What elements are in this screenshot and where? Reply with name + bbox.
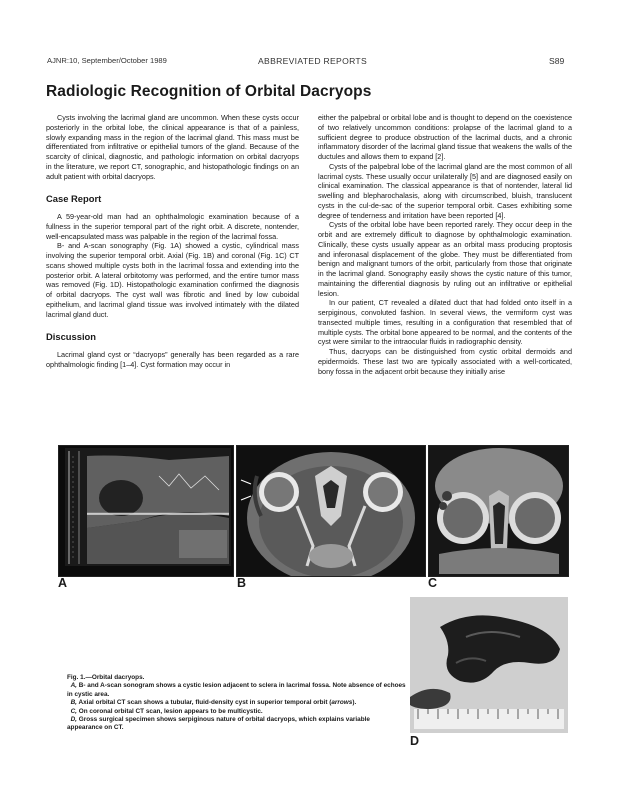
caption-c [67,708,407,716]
sonogram-image [58,445,234,577]
case-report-heading: Case Report [46,193,102,205]
right-paragraph-5: Thus, dacryops can be distinguished from cystic orbital dermoids and epidermoids. These last two are typically associated with a well-corticated, bony fossa in the adjacent orbit because they initially arise [318,347,572,376]
caption-b-key: B, [70,699,77,707]
caption-d-text: Gross surgical specimen shows serpiginous nature of orbital dacryops, which explains variable appearance on CT. [67,716,370,732]
caption-b-text: Axial orbital CT scan shows a tubular, fluid-density cyst in superior temporal orbit ( [78,699,332,707]
case-paragraph-2: B- and A-scan sonography (Fig. 1A) showed a cystic, cylindrical mass involving the superior temporal orbit. Axial (Fig. 1B) and coronal (Fig. 1C) CT scans showed multiple cysts both in the lacrimal fossa and extending into the posterior orbit. A lateral orbitotomy was performed, and the entire tumor mass was removed (Fig. 1D). Histopathologic examination confirmed the diagnosis of orbital dacryops. The cyst wall was fibrotic and lined by low cuboidal epithelium, and lacrimal gland tissue was involved intimately with the dilated lacrimal gland duct. [46,241,299,319]
caption-c-text: On coronal orbital CT scan, lesion appears to be multicystic. [78,707,263,715]
right-paragraph-2: Cysts of the palpebral lobe of the lacrimal gland are the most common of all lacrimal cysts. These usually occur unilaterally [5] and are diagnosed easily on clinical examination. The classical appearance is that of nontender, lateral lid swelling and blepharochalasis, along with circumscribed, bluish, translucent cysts in the cul-de-sac of the superior temporal orbit. Cases exhibiting some degree of tenderness and irritation have been reported [4]. [318,161,572,220]
running-header-journal: AJNR:10, September/October 1989 [47,56,167,65]
coronal-ct-image [428,445,569,577]
case-paragraph-1: A 59-year-old man had an ophthalmologic examination because of a fullness in the superior temporal part of the right orbit. A discrete, nontender, well-encapsulated mass was palpable in the region of the lacrimal fossa. [46,212,299,241]
article-title: Radiologic Recognition of Orbital Dacryops [46,83,372,100]
caption-b-arrows: arrows [331,699,353,707]
caption-b-text-end: ). [352,699,357,707]
panel-label-a: A [58,576,68,590]
caption-c-key: C, [70,707,77,715]
caption-a [67,682,407,699]
discussion-heading: Discussion [46,331,97,343]
discussion-paragraph-1: Lacrimal gland cyst or “dacryops” generally has been regarded as a rare ophthalmologic finding [1–4]. Cyst formation may occur in [46,350,299,369]
gross-specimen-photo [410,597,568,733]
running-header-section: ABBREVIATED REPORTS [258,56,368,66]
axial-ct-image [236,445,426,577]
caption-d-key: D, [70,716,77,724]
right-paragraph-3: Cysts of the orbital lobe have been reported rarely. They occur deep in the orbit and are extremely difficult to diagnose by ophthalmologic examination. Clinically, these cysts usually appear as an orbital mass producing proptosis and inferonasal displacement of the globe. They must be differentiated from benign and malignant tumors of the orbit, particularly from those that originate in the lacrimal gland. Sonography easily shows the cystic nature of this tumor, maintaining the differential diagnosis by ruling out an infiltrative or epithelial lesion. [318,220,572,298]
right-column [318,113,572,376]
caption-title: Fig. 1.—Orbital dacryops. [67,674,145,681]
page-number: S89 [549,56,565,66]
panel-label-c: C [428,576,438,590]
figure-caption [67,674,407,733]
intro-paragraph: Cysts involving the lacrimal gland are uncommon. When these cysts occur posteriorly in the orbital lobe, the clinical appearance is that of a painless, slowly expanding mass in the region of the lacrimal gland. This mass must be differentiated from infiltrative or epithelial tumors of the gland. Because of the scarcity of clinical, diagnostic, and pathologic information on orbital dacryops in the literature, we report CT, sonographic, and histopathologic findings on an adult patient with orbital dacryops. [46,113,299,181]
right-paragraph-4: In our patient, CT revealed a dilated duct that had folded onto itself in a serpiginous, convoluted fashion. In several views, the vermiform cyst was transected multiple times, resulting in a configuration that resembled that of multiple cysts. The orbital bone appeared to be normal, and the contents of the cyst were similar to the intraocular fluids in radiographic density. [318,298,572,347]
panel-label-d: D [410,734,420,748]
panel-label-b: B [237,576,247,590]
caption-a-key: A, [70,682,77,690]
caption-b [67,699,407,707]
caption-d [67,716,407,733]
caption-a-text: B- and A-scan sonogram shows a cystic lesion adjacent to sclera in lacrimal fossa. Note absence of echoes in cystic area. [67,682,406,698]
right-paragraph-1: either the palpebral or orbital lobe and is thought to depend on the coexistence of two relatively uncommon conditions: prolapse of the lacrimal gland to a sufficient degree to produce obstruction of the lacrimal ducts, and a chronic inflammatory disorder of the lacrimal gland tissue that weakens the walls of the ductules and allows them to expand [2]. [318,113,572,161]
left-column [46,113,299,370]
